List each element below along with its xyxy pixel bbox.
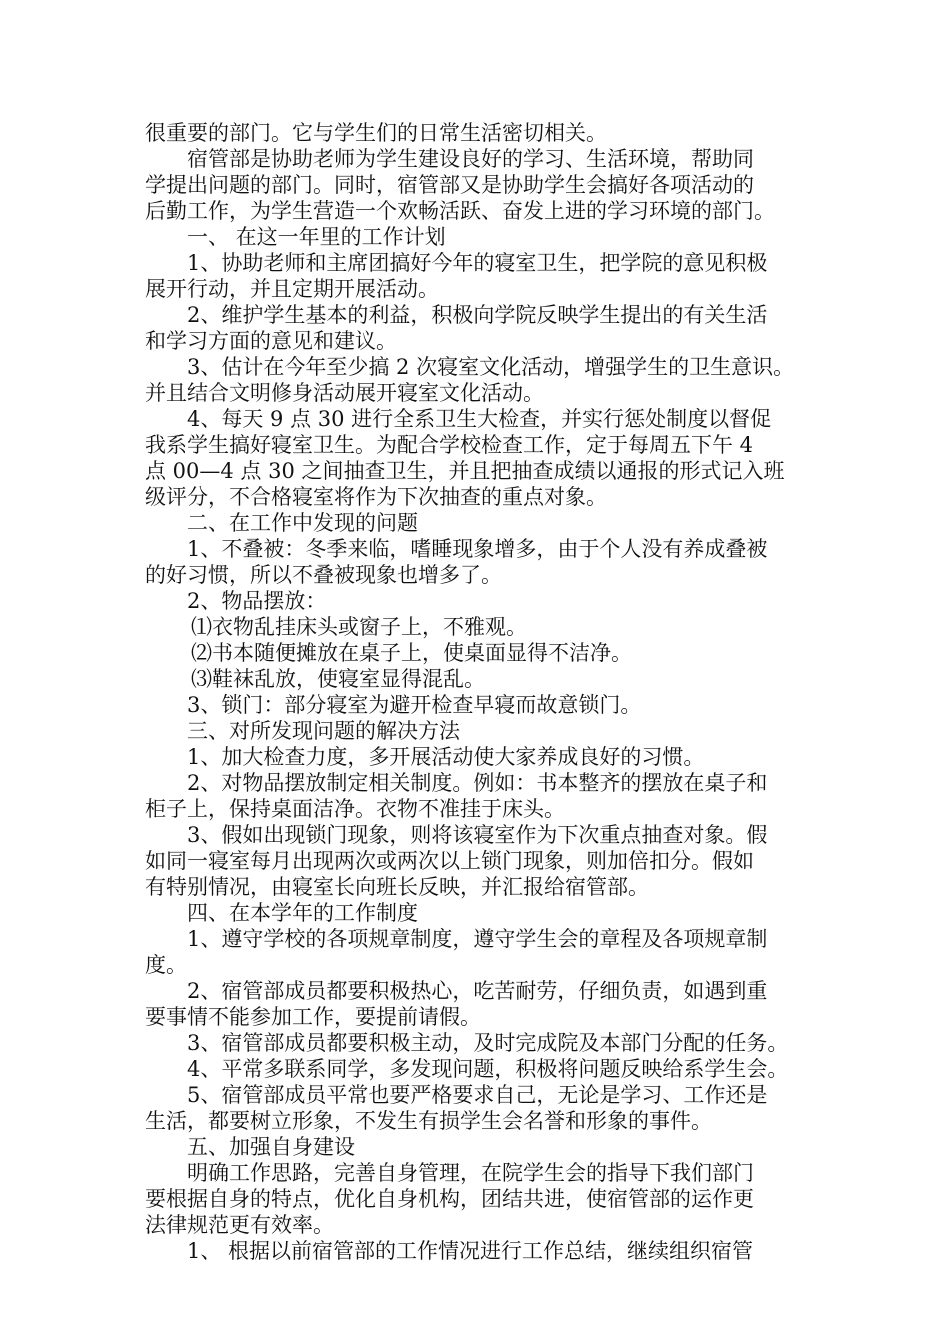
- body-line: 学提出问题的部门。同时，宿管部又是协助学生会搞好各项活动的: [145, 173, 754, 197]
- body-line: 生活，都要树立形象，不发生有损学生会名誉和形象的事件。: [145, 1109, 712, 1133]
- list-item-line: 1、协助老师和主席团搞好今年的寝室卫生，把学院的意见积极: [187, 251, 768, 275]
- list-item-line: 3、锁门：部分寝室为避开检查早寝而故意锁门。: [187, 693, 642, 717]
- section-heading: 四、在本学年的工作制度: [187, 901, 418, 925]
- document-body: [145, 120, 815, 1264]
- body-line: 展开行动，并且定期开展活动。: [145, 277, 439, 301]
- body-line: 法律规范更有效率。: [145, 1213, 334, 1237]
- body-line: 并且结合文明修身活动展开寝室文化活动。: [145, 381, 544, 405]
- section-heading: 五、加强自身建设: [187, 1135, 355, 1159]
- body-line: 点 00—4 点 30 之间抽查卫生，并且把抽查成绩以通报的形式记入班: [145, 459, 785, 483]
- list-item-line: 2、维护学生基本的利益，积极向学院反映学生提出的有关生活: [187, 303, 768, 327]
- body-line: 和学习方面的意见和建议。: [145, 329, 397, 353]
- list-item-line: 2、宿管部成员都要积极热心，吃苦耐劳，仔细负责，如遇到重: [187, 979, 768, 1003]
- list-item-line: 5、宿管部成员平常也要严格要求自己，无论是学习、工作还是: [187, 1083, 768, 1107]
- list-item-line: 2、对物品摆放制定相关制度。例如：书本整齐的摆放在桌子和: [187, 771, 768, 795]
- body-line: 我系学生搞好寝室卫生。为配合学校检查工作，定于每周五下午 4: [145, 433, 754, 457]
- body-line: 后勤工作，为学生营造一个欢畅活跃、奋发上进的学习环境的部门。: [145, 199, 775, 223]
- list-item-line: 1、不叠被：冬季来临，嗜睡现象增多，由于个人没有养成叠被: [187, 537, 768, 561]
- sub-item-line: ⑵书本随便摊放在桌子上，使桌面显得不洁净。: [191, 641, 632, 665]
- body-line: 很重要的部门。它与学生们的日常生活密切相关。: [145, 121, 607, 145]
- list-item-line: 1、 根据以前宿管部的工作情况进行工作总结，继续组织宿管: [187, 1239, 754, 1263]
- body-line: 要事情不能参加工作，要提前请假。: [145, 1005, 481, 1029]
- body-line: 要根据自身的特点，优化自身机构，团结共进，使宿管部的运作更: [145, 1187, 754, 1211]
- list-item-line: 3、宿管部成员都要积极主动，及时完成院及本部门分配的任务。: [187, 1031, 789, 1055]
- paragraph-line: 明确工作思路，完善自身管理，在院学生会的指导下我们部门: [187, 1161, 754, 1185]
- body-line: 如同一寝室每月出现两次或两次以上锁门现象，则加倍扣分。假如: [145, 849, 754, 873]
- list-item-line: 3、估计在今年至少搞 2 次寝室文化活动，增强学生的卫生意识。: [187, 355, 795, 379]
- sub-item-line: ⑶鞋袜乱放，使寝室显得混乱。: [191, 667, 485, 691]
- body-line: 的好习惯，所以不叠被现象也增多了。: [145, 563, 502, 587]
- list-item-line: 1、加大检查力度，多开展活动使大家养成良好的习惯。: [187, 745, 705, 769]
- section-heading: 三、对所发现问题的解决方法: [187, 719, 460, 743]
- list-item-line: 2、物品摆放：: [187, 589, 327, 613]
- sub-item-line: ⑴衣物乱挂床头或窗子上，不雅观。: [191, 615, 527, 639]
- list-item-line: 3、假如出现锁门现象，则将该寝室作为下次重点抽查对象。假: [187, 823, 768, 847]
- list-item-line: 4、每天 9 点 30 进行全系卫生大检查，并实行惩处制度以督促: [187, 407, 772, 431]
- section-heading: 一、 在这一年里的工作计划: [187, 225, 446, 249]
- list-item-line: 4、平常多联系同学，多发现问题，积极将问题反映给系学生会。: [187, 1057, 789, 1081]
- section-heading: 二、在工作中发现的问题: [187, 511, 418, 535]
- body-line: 度。: [145, 953, 187, 977]
- body-line: 柜子上，保持桌面洁净。衣物不准挂于床头。: [145, 797, 565, 821]
- paragraph-line: 宿管部是协助老师为学生建设良好的学习、生活环境，帮助同: [187, 147, 754, 171]
- body-line: 级评分，不合格寝室将作为下次抽查的重点对象。: [145, 485, 607, 509]
- body-line: 有特别情况，由寝室长向班长反映，并汇报给宿管部。: [145, 875, 649, 899]
- list-item-line: 1、遵守学校的各项规章制度，遵守学生会的章程及各项规章制: [187, 927, 768, 951]
